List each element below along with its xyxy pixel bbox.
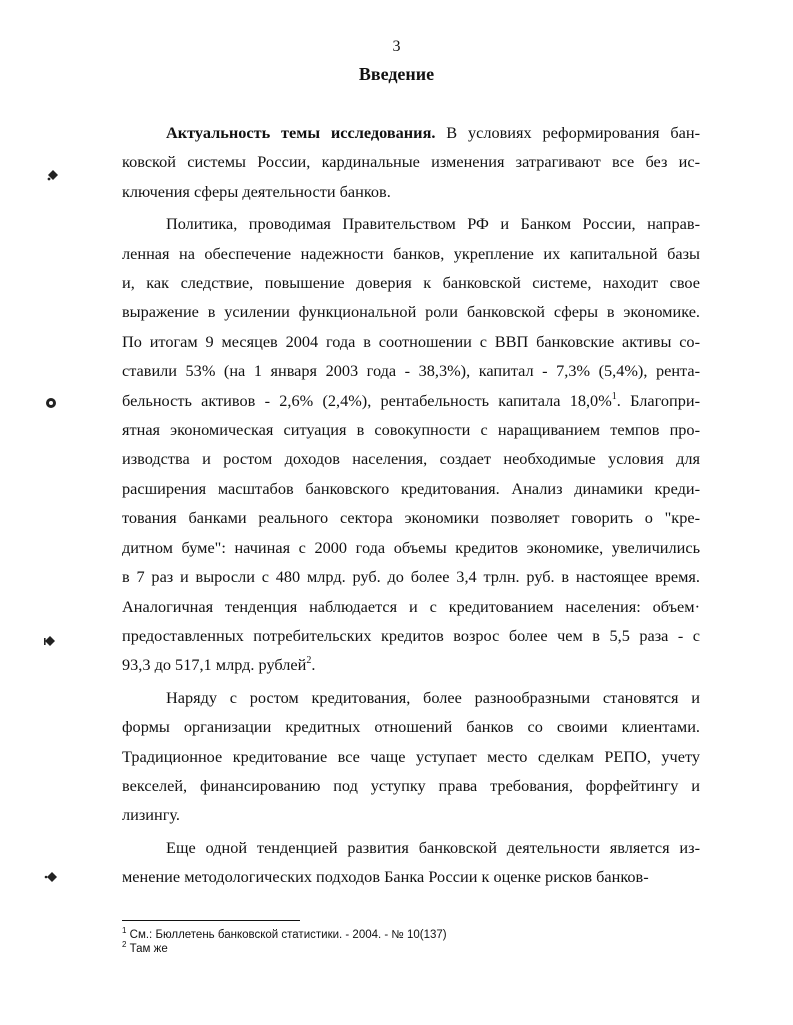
bold-lead-in: Актуальность темы исследования.: [166, 123, 436, 142]
text-line: ятная экономическая ситуация в совокупности с наращиванием темпов про-: [122, 420, 700, 440]
page-title: Введение: [358, 64, 435, 84]
footnote: $^2$ Там же: [122, 940, 168, 955]
text-line: расширения масштабов банковского кредитования. Анализ динамики креди-: [122, 478, 700, 498]
text-line: и, как следствие, повышение доверия к банковской системе, находит свое: [122, 273, 700, 293]
binding-mark-icon: [46, 168, 60, 182]
text-line: ключения сферы деятельности банков.: [122, 181, 391, 201]
binding-mark-icon: [44, 870, 58, 884]
footnotes: [122, 928, 522, 956]
text-line: формы организации кредитных отношений банков со своими клиентами.: [122, 717, 700, 737]
text-line: в 7 раз и выросли с 480 млрд. руб. до более 3,4 трлн. руб. в настоящее время.: [122, 567, 700, 587]
text-line: ковской системы России, кардинальные изменения затрагивают все без ис-: [122, 152, 700, 172]
body-text: [122, 118, 700, 892]
text-line: дитном буме": начиная с 2000 года объемы кредитов экономике, увеличились: [122, 537, 700, 557]
text-line: изводства и ростом доходов населения, создает необходимые условия для: [122, 449, 700, 469]
text-line: Еще одной тенденцией развития банковской деятельности является из-: [166, 837, 700, 857]
text-line: векселей, финансированию под уступку права требования, форфейтингу и: [122, 775, 700, 795]
text-line: ленная на обеспечение надежности банков, укрепление их капитальной базы: [122, 243, 700, 263]
text-line: предоставленных потребительских кредитов возрос более чем в 5,5 раза - с: [122, 625, 700, 645]
text-line: По итогам 9 месяцев 2004 года в соотношении с ВВП банковские активы со-: [122, 331, 700, 351]
text-line: ставили 53% (на 1 января 2003 года - 38,3%), капитал - 7,3% (5,4%), рента-: [122, 361, 700, 381]
footnote-number: 1: [122, 926, 127, 935]
text-line: выражение в усилении функциональной роли банковской сферы в экономике.: [122, 302, 700, 322]
footnote-separator: [122, 920, 300, 921]
footnote: $^1$ См.: Бюллетень банковской статистики. - 2004. - № 10(137): [122, 926, 447, 941]
binding-mark-icon: [43, 634, 57, 648]
binding-mark-icon: [44, 396, 58, 410]
text-line: 93,3 до 517,1 млрд. рублей$^2$.: [122, 655, 316, 675]
text-line: Политика, проводимая Правительством РФ и Банком России, направ-: [166, 214, 700, 234]
footnote-number: 2: [122, 940, 127, 949]
text-line: лизингу.: [122, 805, 180, 825]
text-line: Аналогичная тенденция наблюдается и с кредитованием населения: объем·: [122, 596, 700, 616]
text-line: Традиционное кредитование все чаще уступает место сделкам РЕПО, учету: [122, 746, 700, 766]
text-line: менение методологических подходов Банка России к оценке рисков банков-: [122, 867, 649, 887]
text-line: бельность активов - 2,6% (2,4%), рентабельность капитала 18,0%$^1$. Благопри-: [122, 390, 700, 410]
text-line: Наряду с ростом кредитования, более разнообразными становятся и: [166, 687, 700, 707]
page-number: 3: [392, 38, 401, 55]
footnote-ref: 2: [306, 655, 312, 667]
text-line: тования банками реального сектора экономики позволяет говорить о "кре-: [122, 508, 700, 528]
text-line: Актуальность темы исследования. В условиях реформирования бан-: [166, 123, 701, 142]
footnote-ref: 1: [611, 390, 617, 402]
